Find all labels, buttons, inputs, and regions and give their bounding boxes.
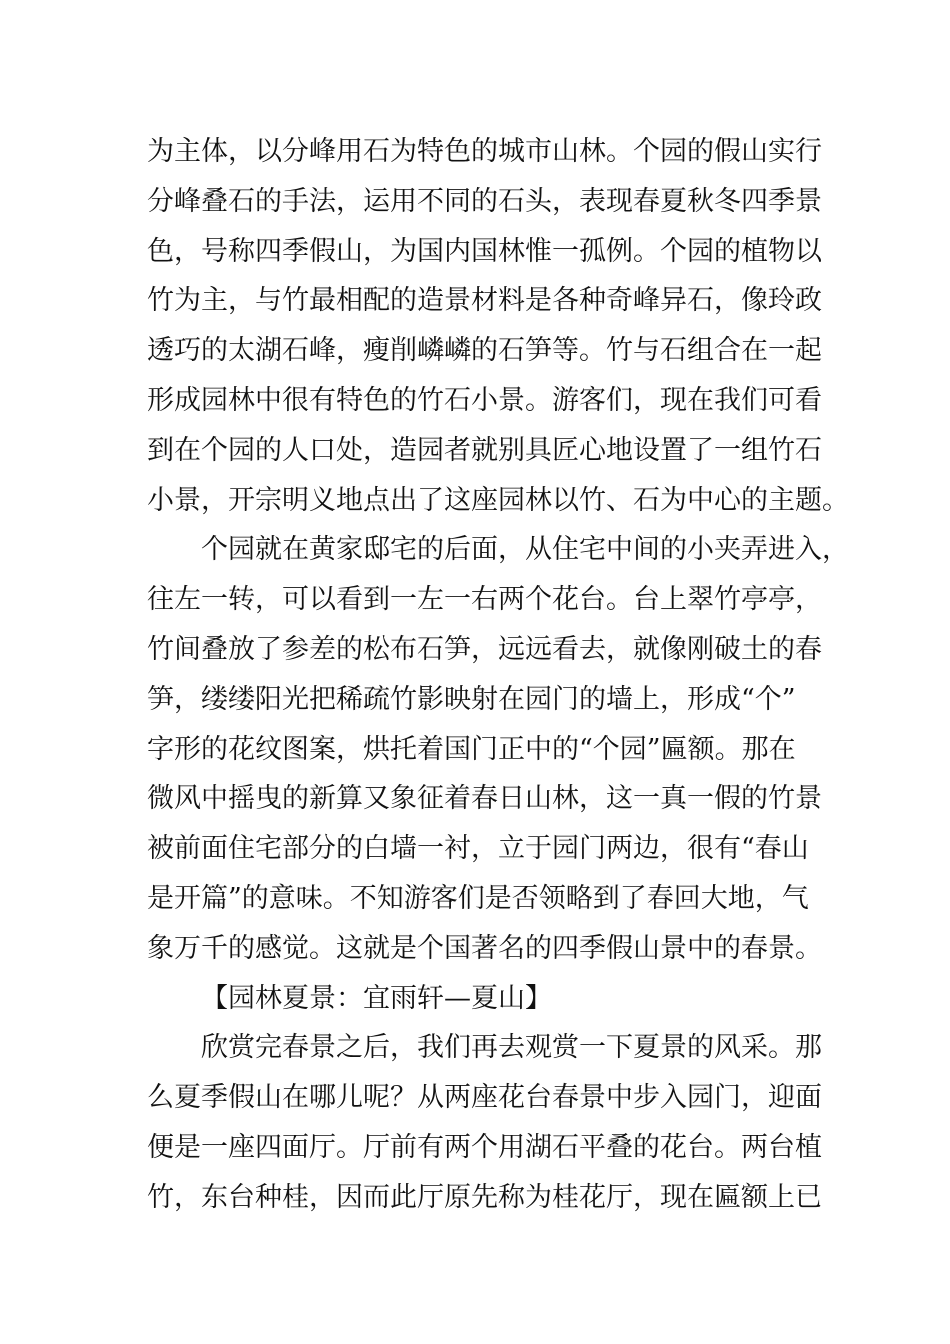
text-line: 竹间叠放了参差的松布石笋，远远看去，就像刚破土的春 bbox=[147, 633, 822, 665]
text-line: 往左一转，可以看到一左一右两个花台。台上翠竹亭亭， bbox=[147, 584, 822, 616]
text-line: 色，号称四季假山，为国内国林惟一孤例。个园的植物以 bbox=[147, 235, 822, 267]
text-line: 分峰叠石的手法，运用不同的石头，表现春夏秋冬四季景 bbox=[147, 185, 822, 217]
text-line: 到在个园的人口处，造园者就别具匠心地设置了一组竹石 bbox=[147, 434, 822, 466]
text-line: 竹，东台种桂，因而此厅原先称为桂花厅，现在匾额上已 bbox=[147, 1181, 822, 1213]
body-text bbox=[147, 127, 849, 1223]
text-line: 形成园林中很有特色的竹石小景。游客们，现在我们可看 bbox=[147, 384, 822, 416]
text-line: 象万千的感觉。这就是个国著名的四季假山景中的春景。 bbox=[147, 932, 822, 964]
paragraph-start-line: 个园就在黄家邸宅的后面，从住宅中间的小夹弄进入， bbox=[201, 534, 849, 566]
text-line: 透巧的太湖石峰，瘦削嶙嶙的石笋等。竹与石组合在一起 bbox=[147, 335, 822, 367]
text-line: 竹为主，与竹最相配的造景材料是各种奇峰异石，像玲政 bbox=[147, 285, 822, 317]
paragraph-start-line: 欣赏完春景之后，我们再去观赏一下夏景的风采。那 bbox=[201, 1032, 822, 1064]
text-line: 字形的花纹图案，烘托着国门正中的“个园”匾额。那在 bbox=[147, 733, 796, 765]
text-line: 微风中摇曳的新算又象征着春日山林，这一真一假的竹景 bbox=[147, 783, 822, 815]
text-line: 小景，开宗明义地点出了这座园林以竹、石为中心的主题。 bbox=[147, 484, 849, 516]
text-line: 便是一座四面厅。厅前有两个用湖石平叠的花台。两台植 bbox=[147, 1131, 822, 1163]
text-line: 是开篇”的意味。不知游客们是否领略到了春回大地，气 bbox=[147, 882, 809, 914]
text-line: 么夏季假山在哪儿呢？从两座花台春景中步入园门，迎面 bbox=[147, 1082, 822, 1114]
text-line: 被前面住宅部分的白墙一衬，立于园门两边，很有“春山 bbox=[147, 833, 809, 865]
text-line: 为主体，以分峰用石为特色的城市山林。个园的假山实行 bbox=[147, 136, 822, 167]
text-line: 笋，缕缕阳光把稀疏竹影映射在园门的墙上，形成“个” bbox=[147, 683, 796, 715]
section-heading: 【园林夏景：宜雨轩—夏山】 bbox=[201, 982, 552, 1014]
